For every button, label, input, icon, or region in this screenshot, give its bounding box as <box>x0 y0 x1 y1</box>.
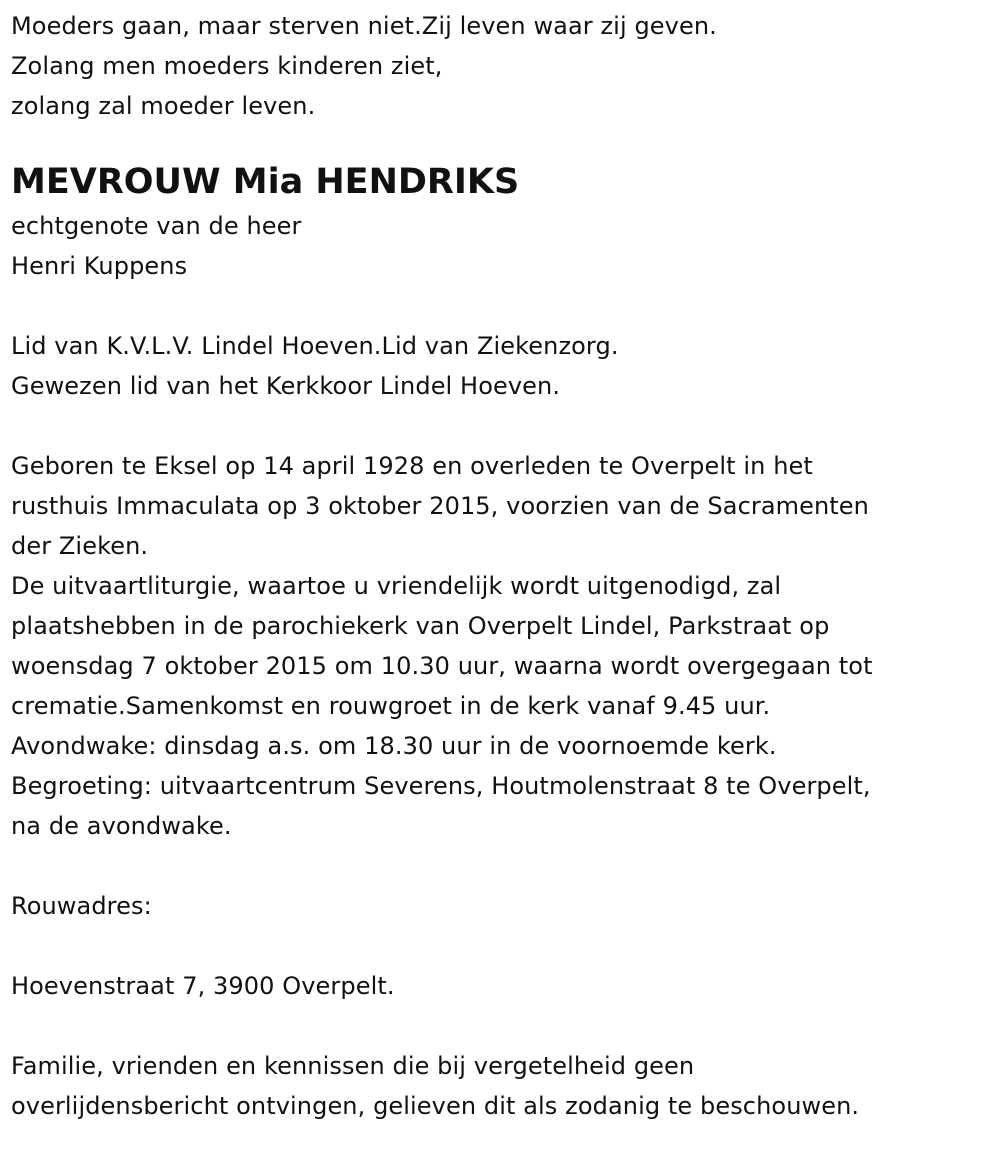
details-line: plaatshebben in de parochiekerk van Overpelt Lindel, Parkstraat op <box>11 612 830 640</box>
closing-note <box>11 1046 1000 1126</box>
deceased-name: MEVROUW Mia HENDRIKS <box>11 162 520 202</box>
poem <box>11 6 1000 126</box>
relation-line: echtgenote van de heer <box>11 212 302 240</box>
spacer <box>11 406 1000 446</box>
details-line: rusthuis Immaculata op 3 oktober 2015, voorzien van de Sacramenten <box>11 492 869 520</box>
relation-line: Henri Kuppens <box>11 252 188 280</box>
details-line: Begroeting: uitvaartcentrum Severens, Houtmolenstraat 8 te Overpelt, <box>11 772 871 800</box>
memberships <box>11 326 1000 406</box>
details-line: na de avondwake. <box>11 812 232 840</box>
details-line: crematie.Samenkomst en rouwgroet in de kerk vanaf 9.45 uur. <box>11 692 771 720</box>
membership-line: Lid van K.V.L.V. Lindel Hoeven.Lid van Ziekenzorg. <box>11 332 619 360</box>
closing-line: overlijdensbericht ontvingen, gelieven dit als zodanig te beschouwen. <box>11 1092 860 1120</box>
spacer <box>11 926 1000 966</box>
address-label: Rouwadres: <box>11 892 152 920</box>
relation <box>11 206 1000 286</box>
spacer <box>11 1006 1000 1046</box>
details-line: Avondwake: dinsdag a.s. om 18.30 uur in de voornoemde kerk. <box>11 732 777 760</box>
poem-line: Moeders gaan, maar sterven niet.Zij leven waar zij geven. <box>11 12 717 40</box>
spacer <box>11 846 1000 886</box>
address-value: Hoevenstraat 7, 3900 Overpelt. <box>11 972 395 1000</box>
details-line: der Zieken. <box>11 532 149 560</box>
details-line: De uitvaartliturgie, waartoe u vriendelijk wordt uitgenodigd, zal <box>11 572 782 600</box>
closing-line: Familie, vrienden en kennissen die bij vergetelheid geen <box>11 1052 695 1080</box>
poem-line: zolang zal moeder leven. <box>11 92 316 120</box>
funeral-details <box>11 446 1000 846</box>
details-line: Geboren te Eksel op 14 april 1928 en overleden te Overpelt in het <box>11 452 813 480</box>
spacer <box>11 286 1000 326</box>
details-line: woensdag 7 oktober 2015 om 10.30 uur, waarna wordt overgegaan tot <box>11 652 873 680</box>
membership-line: Gewezen lid van het Kerkkoor Lindel Hoeven. <box>11 372 561 400</box>
poem-line: Zolang men moeders kinderen ziet, <box>11 52 443 80</box>
